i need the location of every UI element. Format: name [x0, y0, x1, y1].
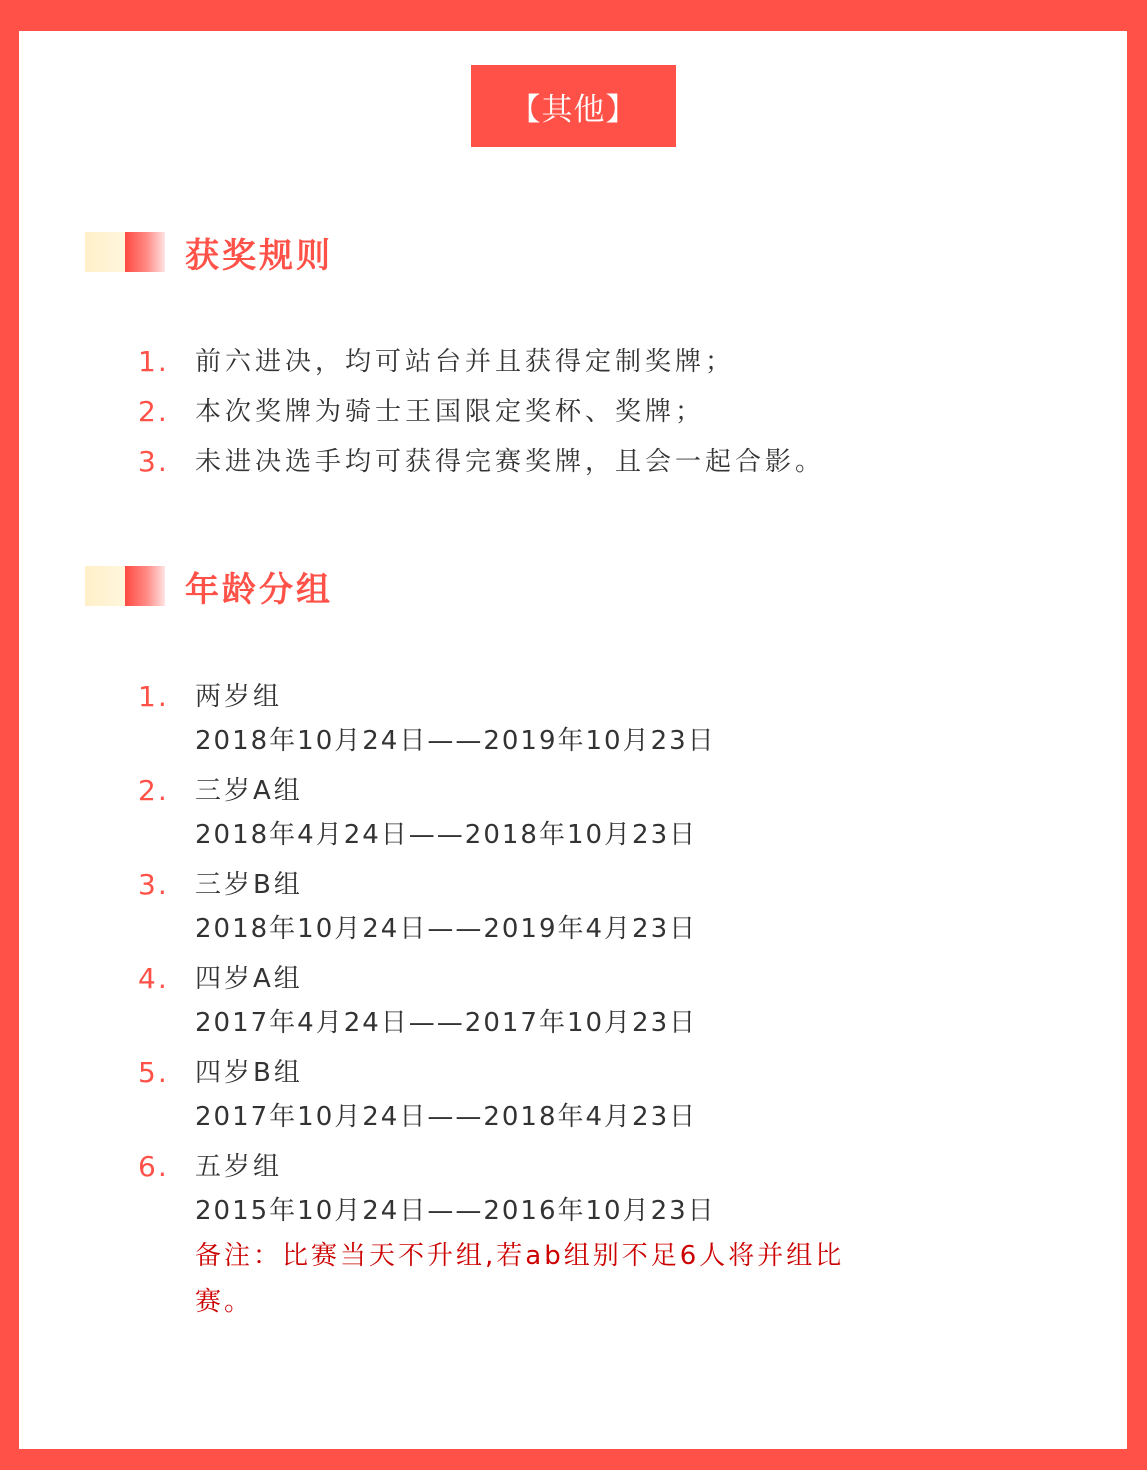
section-decoration: [85, 566, 165, 606]
group-name: 五岁组: [195, 1152, 283, 1182]
list-item: [138, 1145, 895, 1325]
group-dates: 2017年10月24日——2018年4月23日: [195, 1102, 698, 1132]
list-number: 3.: [138, 868, 169, 901]
group-name: 三岁B组: [195, 870, 303, 900]
age-groups-list: [138, 675, 895, 1331]
list-text: 前六进决，均可站台并且获得定制奖牌；: [195, 347, 736, 377]
group-dates: 2018年10月24日——2019年4月23日: [195, 914, 698, 944]
list-item: [138, 863, 895, 951]
list-item: [138, 769, 895, 857]
list-item: [138, 675, 895, 763]
group-name: 四岁A组: [195, 964, 303, 994]
group-dates: 2017年4月24日——2017年10月23日: [195, 1008, 698, 1038]
content-card: [19, 31, 1127, 1449]
list-number: 6.: [138, 1150, 169, 1183]
list-number: 3.: [138, 445, 169, 478]
section-decoration: [85, 232, 165, 272]
list-text: 未进决选手均可获得完赛奖牌，且会一起合影。: [195, 447, 826, 477]
list-text: 本次奖牌为骑士王国限定奖杯、奖牌；: [195, 397, 706, 427]
page-title: 【其他】: [471, 65, 676, 147]
awards-list: [138, 344, 825, 494]
group-dates: 2018年10月24日——2019年10月23日: [195, 726, 716, 756]
awards-section-header: [85, 232, 333, 276]
list-number: 1.: [138, 345, 169, 378]
group-name: 四岁B组: [195, 1058, 303, 1088]
list-item: [138, 957, 895, 1045]
age-groups-section-header: [85, 566, 333, 610]
awards-heading: 获奖规则: [185, 235, 333, 276]
group-name: 三岁A组: [195, 776, 303, 806]
group-dates: 2015年10月24日——2016年10月23日: [195, 1196, 716, 1226]
list-number: 1.: [138, 680, 169, 713]
group-dates: 2018年4月24日——2018年10月23日: [195, 820, 698, 850]
list-item: [138, 394, 825, 444]
list-number: 2.: [138, 774, 169, 807]
group-name: 两岁组: [195, 682, 283, 712]
list-number: 4.: [138, 962, 169, 995]
list-number: 2.: [138, 395, 169, 428]
remark-note: 备注：比赛当天不升组,若ab组别不足6人将并组比赛。: [195, 1241, 845, 1317]
list-item: [138, 444, 825, 494]
list-item: [138, 344, 825, 394]
age-groups-heading: 年龄分组: [185, 569, 333, 610]
list-item: [138, 1051, 895, 1139]
list-number: 5.: [138, 1056, 169, 1089]
